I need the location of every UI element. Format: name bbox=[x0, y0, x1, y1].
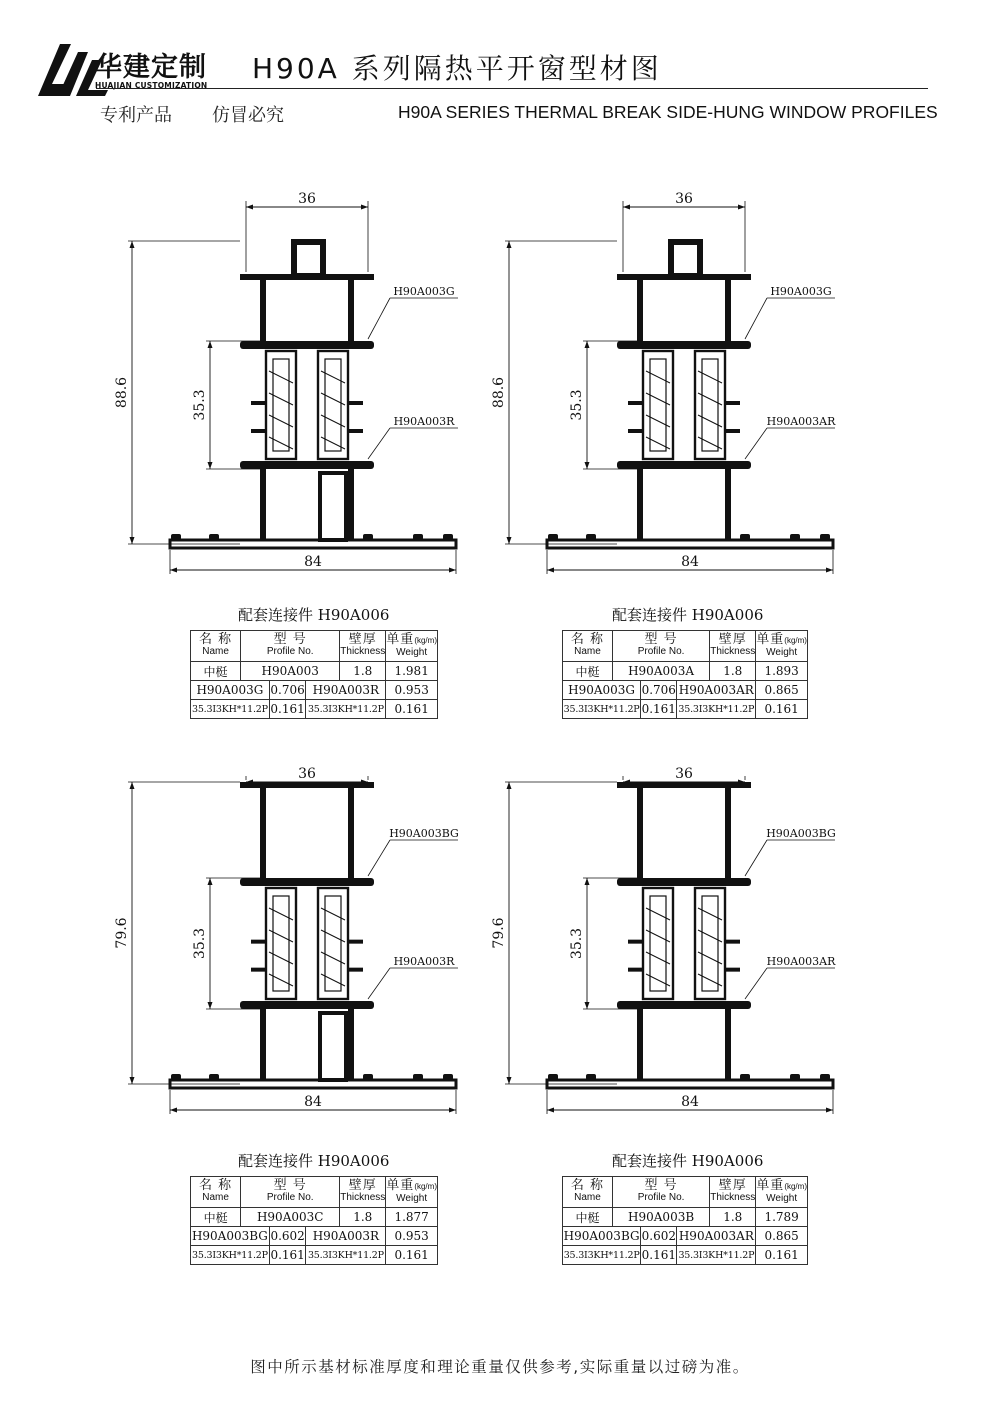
spec-table bbox=[562, 630, 808, 719]
connector-label: 配套连接件 H90A006 bbox=[612, 1152, 764, 1170]
header-thickness: 壁厚 Thickness bbox=[710, 631, 756, 662]
cell-profile: H90A003A bbox=[612, 662, 709, 681]
table-row bbox=[563, 700, 808, 719]
header-thickness: 壁厚 Thickness bbox=[710, 1177, 756, 1208]
header-thickness: 壁厚 Thickness bbox=[340, 1177, 386, 1208]
dimension-height: 79.6 bbox=[114, 917, 130, 949]
cell-thickness: 1.8 bbox=[340, 662, 386, 681]
header-divider bbox=[96, 88, 928, 89]
connector-label: 配套连接件 H90A006 bbox=[238, 606, 390, 624]
dimension-width-top: 36 bbox=[298, 766, 316, 782]
cell-profile: H90A003C bbox=[241, 1208, 340, 1227]
header-profile: 型 号 Profile No. bbox=[612, 1177, 709, 1208]
cell-part: 35.3I3KH*11.2P bbox=[677, 1246, 756, 1265]
brand-name: 华建定制 bbox=[95, 52, 207, 83]
part-callouts bbox=[745, 827, 836, 999]
dimension-width-bottom: 84 bbox=[681, 1094, 699, 1110]
profile-drawing-2 bbox=[491, 185, 855, 579]
imitation-warning: 仿冒必究 bbox=[212, 105, 284, 126]
header-profile: 型 号 Profile No. bbox=[241, 1177, 340, 1208]
table-row bbox=[191, 662, 438, 681]
table-row bbox=[563, 1246, 808, 1265]
page-subtitle: H90A SERIES THERMAL BREAK SIDE-HUNG WINDOW PROFILES bbox=[398, 102, 938, 122]
callout-lower-code: H90A003AR bbox=[766, 415, 836, 428]
table-row bbox=[191, 1227, 438, 1246]
table-row bbox=[191, 681, 438, 700]
cell-part: 35.3I3KH*11.2P bbox=[191, 1246, 270, 1265]
part-callouts bbox=[368, 827, 459, 999]
cell-weight: 0.161 bbox=[641, 1246, 677, 1265]
cell-weight: 0.706 bbox=[269, 681, 306, 700]
cell-thickness: 1.8 bbox=[340, 1208, 386, 1227]
brand-tagline: HUAJIAN CUSTOMIZATION bbox=[95, 81, 208, 90]
cell-weight: 0.161 bbox=[386, 700, 438, 719]
cell-part: H90A003BG bbox=[563, 1227, 641, 1246]
page-title: H90A 系列隔热平开窗型材图 bbox=[252, 52, 662, 85]
profile-drawing-3 bbox=[114, 760, 478, 1124]
connector-label: 配套连接件 H90A006 bbox=[612, 606, 764, 624]
connector-label: 配套连接件 H90A006 bbox=[238, 1152, 390, 1170]
callout-upper-code: H90A003G bbox=[770, 285, 832, 298]
table-row bbox=[191, 1246, 438, 1265]
cell-profile: H90A003 bbox=[241, 662, 340, 681]
dimension-width-bottom: 84 bbox=[681, 554, 699, 570]
dimension-width-bottom: 84 bbox=[304, 554, 322, 570]
cell-part: 35.3I3KH*11.2P bbox=[306, 1246, 386, 1265]
cell-weight: 0.161 bbox=[756, 1246, 808, 1265]
cell-part: 35.3I3KH*11.2P bbox=[677, 700, 756, 719]
cell-part: H90A003G bbox=[563, 681, 641, 700]
cell-weight: 0.161 bbox=[386, 1246, 438, 1265]
cell-thickness: 1.8 bbox=[710, 662, 756, 681]
cell-thickness: 1.8 bbox=[710, 1208, 756, 1227]
cell-weight: 0.953 bbox=[386, 1227, 438, 1246]
dimension-width-bottom: 84 bbox=[304, 1094, 322, 1110]
dimension-strip: 35.3 bbox=[192, 389, 208, 421]
header-weight: 单重(kg/m) Weight bbox=[386, 631, 438, 662]
spec-table bbox=[190, 1176, 438, 1265]
cell-weight: 0.161 bbox=[269, 1246, 306, 1265]
header-thickness: 壁厚 Thickness bbox=[340, 631, 386, 662]
footer-note: 图中所示基材标准厚度和理论重量仅供参考,实际重量以过磅为准。 bbox=[250, 1358, 750, 1376]
cell-weight: 1.877 bbox=[386, 1208, 438, 1227]
table-row bbox=[563, 662, 808, 681]
cell-weight: 1.789 bbox=[756, 1208, 808, 1227]
callout-lower-code: H90A003R bbox=[393, 415, 455, 428]
cell-part: H90A003G bbox=[191, 681, 270, 700]
dimension-lines bbox=[114, 191, 456, 574]
profile-drawing-1 bbox=[114, 185, 478, 579]
profile-drawing-4 bbox=[491, 760, 855, 1124]
patent-notice: 专利产品 bbox=[100, 105, 172, 126]
cell-part: 35.3I3KH*11.2P bbox=[191, 700, 270, 719]
dimension-width-top: 36 bbox=[298, 191, 316, 207]
header-name: 名 称 Name bbox=[563, 631, 613, 662]
dimension-lines bbox=[114, 766, 456, 1114]
dimension-lines bbox=[491, 766, 833, 1114]
cell-profile: H90A003B bbox=[612, 1208, 709, 1227]
dimension-strip: 35.3 bbox=[569, 389, 585, 421]
callout-upper-code: H90A003G bbox=[393, 285, 455, 298]
header-profile: 型 号 Profile No. bbox=[241, 631, 340, 662]
spec-table bbox=[190, 630, 438, 719]
dimension-height: 79.6 bbox=[491, 917, 507, 949]
dimension-strip: 35.3 bbox=[192, 927, 208, 960]
cell-part: 35.3I3KH*11.2P bbox=[563, 700, 641, 719]
cell-weight: 0.865 bbox=[756, 1227, 808, 1246]
cell-part: H90A003R bbox=[306, 681, 386, 700]
cell-weight: 1.893 bbox=[756, 662, 808, 681]
cell-weight: 0.953 bbox=[386, 681, 438, 700]
cell-name: 中梃 bbox=[563, 1208, 613, 1227]
cell-name: 中梃 bbox=[563, 662, 613, 681]
cell-weight: 0.161 bbox=[641, 700, 677, 719]
table-row bbox=[563, 681, 808, 700]
cell-weight: 0.161 bbox=[756, 700, 808, 719]
cell-part: H90A003BG bbox=[191, 1227, 270, 1246]
header-weight: 单重(kg/m) Weight bbox=[386, 1177, 438, 1208]
table-row bbox=[563, 1208, 808, 1227]
header-name: 名 称 Name bbox=[191, 631, 241, 662]
cell-weight: 0.706 bbox=[641, 681, 677, 700]
header-name: 名 称 Name bbox=[563, 1177, 613, 1208]
table-row bbox=[563, 1227, 808, 1246]
dimension-lines bbox=[491, 191, 833, 574]
header-weight: 单重(kg/m) Weight bbox=[756, 1177, 808, 1208]
cell-part: 35.3I3KH*11.2P bbox=[306, 700, 386, 719]
callout-upper-code: H90A003BG bbox=[766, 827, 836, 840]
dimension-width-top: 36 bbox=[675, 191, 693, 207]
cell-part: 35.3I3KH*11.2P bbox=[563, 1246, 641, 1265]
table-row bbox=[191, 1208, 438, 1227]
callout-lower-code: H90A003AR bbox=[766, 955, 836, 968]
dimension-width-top: 36 bbox=[675, 766, 693, 782]
cell-name: 中梃 bbox=[191, 1208, 241, 1227]
header-weight: 单重(kg/m) Weight bbox=[756, 631, 808, 662]
cell-weight: 1.981 bbox=[386, 662, 438, 681]
part-callouts bbox=[745, 285, 836, 459]
callout-upper-code: H90A003BG bbox=[389, 827, 459, 840]
cell-weight: 0.865 bbox=[756, 681, 808, 700]
dimension-height: 88.6 bbox=[491, 376, 507, 409]
cell-part: H90A003AR bbox=[677, 1227, 756, 1246]
cell-weight: 0.161 bbox=[269, 700, 306, 719]
callout-lower-code: H90A003R bbox=[393, 955, 455, 968]
header-profile: 型 号 Profile No. bbox=[612, 631, 709, 662]
cell-part: H90A003AR bbox=[677, 681, 756, 700]
cell-weight: 0.602 bbox=[641, 1227, 677, 1246]
cell-weight: 0.602 bbox=[269, 1227, 306, 1246]
dimension-height: 88.6 bbox=[114, 376, 130, 409]
cell-part: H90A003R bbox=[306, 1227, 386, 1246]
dimension-strip: 35.3 bbox=[569, 927, 585, 960]
spec-table bbox=[562, 1176, 808, 1265]
cell-name: 中梃 bbox=[191, 662, 241, 681]
table-row bbox=[191, 700, 438, 719]
header-name: 名 称 Name bbox=[191, 1177, 241, 1208]
part-callouts bbox=[368, 285, 458, 459]
